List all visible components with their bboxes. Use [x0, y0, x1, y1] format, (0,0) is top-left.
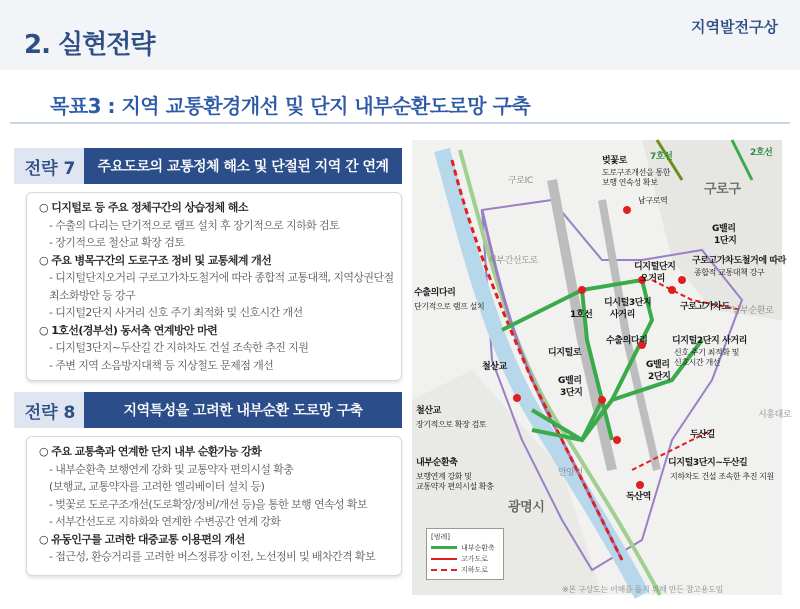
map-label: 디시털3단지 — [604, 298, 652, 308]
map-label: 남구로역 — [638, 196, 668, 205]
map-label: 구로고가차도 — [680, 302, 730, 312]
strategy-7-title: 주요도로의 교통정체 해소 및 단절된 지역 간 연계 — [84, 148, 402, 184]
map-label: 3단지 — [560, 388, 583, 398]
map-label: 보행 연속성 확보 — [602, 178, 658, 187]
map-label: 수출의다리 — [606, 336, 648, 346]
map-label: 신호 주기 최적화 및 — [674, 348, 740, 357]
map-label: 광명시 — [508, 500, 545, 515]
map-label: 7호선 — [650, 152, 673, 162]
strategy-8-title: 지역특성을 고려한 내부순환 도로망 구축 — [84, 392, 402, 428]
list-item: ○ 디지털로 등 주요 정체구간의 상습정체 해소 — [39, 201, 248, 214]
list-item: - 디지털단지오거리 구로고가차도철거에 따라 종합적 교통대책, 지역상권단절 — [49, 271, 394, 284]
map-label: 도로구조개선을 통한 — [602, 168, 671, 177]
list-item: - 주변 지역 소음방지대책 등 지상철도 문제점 개선 — [49, 358, 274, 372]
map-label: 시흥대로 — [758, 410, 792, 420]
goal-title: 목표3 : 지역 교통환경개선 및 단지 내부순환도로망 구축 — [50, 94, 531, 118]
map-label: 지하차도 건설 조속한 추진 지원 — [670, 472, 774, 481]
map-label: 교통약자 편의시설 확충 — [416, 482, 494, 491]
list-item: ○ 1호선(경부선) 동서축 연계방안 마련 — [39, 323, 218, 337]
list-item: - 서부간선도로 지하화와 연계한 수변공간 연계 강화 — [49, 515, 281, 528]
strategy-8-tag: 전략 8 — [14, 392, 86, 428]
map-label: 장기적으로 확장 검토 — [416, 420, 487, 429]
list-item: - 수출의 다리는 단기적으로 램프 설치 후 장기적으로 지하화 검토 — [49, 218, 340, 232]
map-label: 수출의다리 — [414, 288, 456, 298]
list-item: - 내부순환축 보행연계 강화 및 교통약자 편의시설 확충 — [49, 462, 294, 476]
map-label: 디지털로 — [548, 348, 582, 358]
map-label: 1단지 — [714, 236, 737, 246]
map-label: 독산역 — [626, 492, 651, 502]
legend-item: 내부순환축 — [431, 542, 499, 553]
map-label: 내부순환축 — [416, 458, 458, 468]
map-label: 종합적 교통대책 강구 — [694, 268, 765, 277]
legend-item: 고가도로 — [431, 553, 499, 564]
list-item: - 접근성, 환승거리를 고려한 버스정류장 이전, 노선정비 및 배차간격 확보 — [49, 550, 375, 563]
map-label: 안양천 — [558, 468, 583, 478]
footnote: ※본 구상도는 이해를 돕기 위해 만든 참고용도임 — [562, 585, 723, 594]
section-title: 2. 실현전략 — [24, 30, 155, 60]
map-label: 1호선 — [570, 310, 593, 320]
map-label: 두산길 — [690, 430, 715, 440]
map-label: 남부순환로 — [732, 306, 774, 316]
list-item: (보행교, 교통약자를 고려한 엘리베이터 설치 등) — [49, 480, 265, 493]
map-label: 신호시간 개선 — [674, 358, 721, 367]
list-item: ○ 주요 병목구간의 도로구조 정비 및 교통체계 개선 — [39, 253, 272, 267]
list-item: - 장기적으로 철산교 확장 검토 — [49, 236, 185, 249]
map-label: 벚꽃로 — [602, 156, 627, 166]
map-label: 디지털단지 — [634, 262, 676, 272]
map-label: 오거리 — [640, 274, 665, 284]
map-label: 디지털2단지 사거리 — [672, 336, 747, 346]
map-label: 서부간선도로 — [488, 256, 538, 266]
legend-title: [범례] — [431, 533, 450, 541]
map-drawing — [412, 140, 782, 595]
list-item: 최소화방안 등 강구 — [49, 288, 136, 302]
list-item: ○ 주요 교통축과 연계한 단지 내부 순환가능 강화 — [39, 445, 262, 458]
legend-item: 지하도로 — [431, 564, 499, 575]
map-label: 디지털3단지~두산길 — [668, 458, 748, 468]
strategy-7-tag: 전략 7 — [14, 148, 86, 184]
map-label: G밸리 — [646, 360, 670, 370]
strategy-7-panel — [26, 192, 402, 381]
map-label: G밸리 — [558, 376, 582, 386]
list-item: - 디지털3단지~두산길 간 지하차도 건설 조속한 추진 지원 — [49, 341, 309, 354]
map-label: 구로고가차도철거에 따라 — [692, 256, 786, 266]
map-label: 철산교 — [482, 362, 507, 372]
map-label: 2호선 — [750, 148, 773, 158]
map-label: 2단지 — [648, 372, 671, 382]
map-label: 구로구 — [704, 182, 741, 197]
map-label: 단기적으로 램프 설치 — [414, 302, 485, 311]
map-legend — [426, 528, 504, 580]
map-label: 철산교 — [416, 406, 441, 416]
list-item: - 디지털2단지 사거리 신호 주기 최적화 및 신호시간 개선 — [49, 306, 303, 319]
map-label: G밸리 — [712, 224, 736, 234]
map-label: 사거리 — [610, 310, 635, 320]
list-item: ○ 유동인구를 고려한 대중교통 이용편의 개선 — [39, 532, 245, 546]
map-label: 보행연계 강화 및 — [416, 472, 472, 481]
strategy-8-panel — [26, 436, 402, 576]
map-label: 구로IC — [508, 176, 533, 186]
section-subtitle: 지역발전구상 — [691, 18, 778, 36]
concept-map — [412, 140, 792, 595]
list-item: - 벚꽃로 도로구조개선(도로확장/정비/개선 등)을 통한 보행 연속성 확보 — [49, 497, 367, 511]
